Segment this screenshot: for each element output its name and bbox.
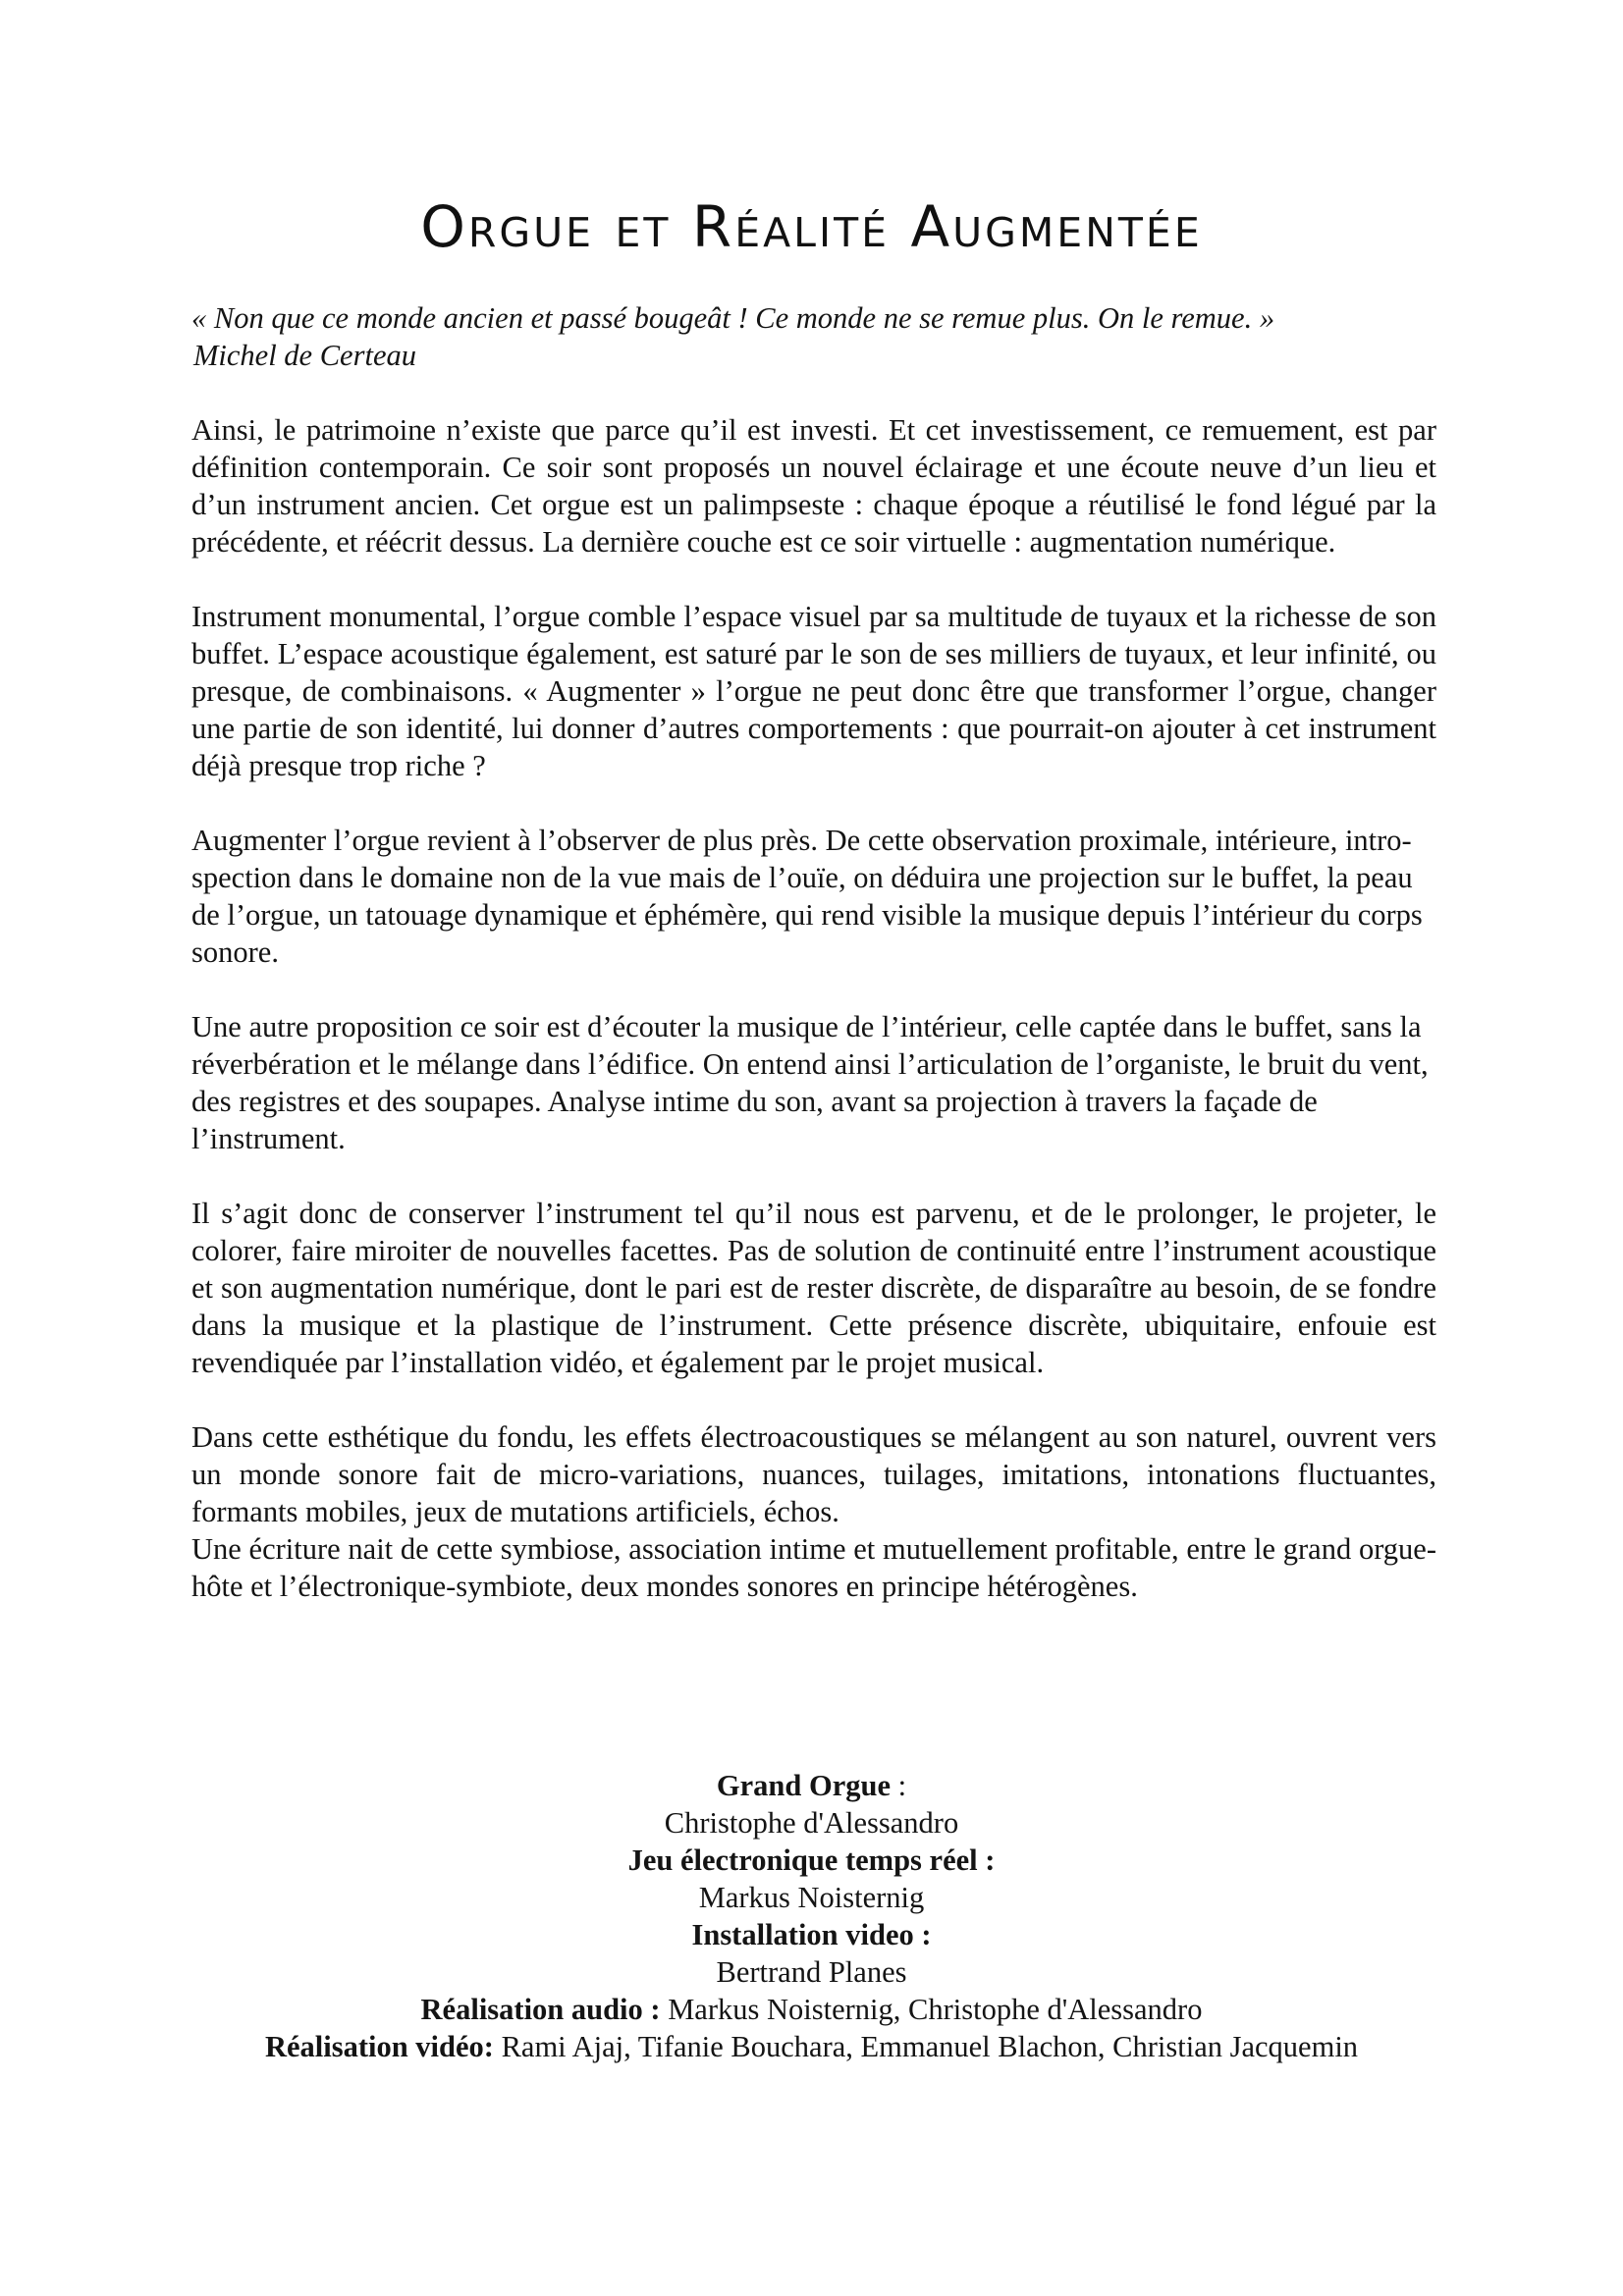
credit-label: Réalisation vidéo: — [264, 2030, 494, 2063]
credits-block — [98, 1767, 1525, 2065]
credit-electronics — [98, 1842, 1525, 1879]
credit-video-name: Bertrand Planes — [716, 1955, 907, 1989]
credit-label: Jeu électronique temps réel : — [627, 1843, 996, 1877]
credit-organ — [98, 1767, 1525, 1804]
spacer — [191, 561, 1436, 598]
credit-video — [98, 1916, 1525, 1953]
paragraph: Instrument monumental, l’orgue comble l’espace visuel par sa multitude de tuyaux et la richesse de son buffet. L’espace acoustique également, est saturé par le son de ses milliers de tuyaux, et leur infinité, ou presque, de combinaisons. « Augmenter » l’orgue ne peut donc être que transformer l’orgue, changer une partie de son identité, lui donner d’autres comportements : que pourrait-on ajouter à cet instrument déjà presque trop riche ? — [191, 600, 1436, 782]
credit-label: Grand Orgue — [716, 1769, 891, 1802]
credit-label: Réalisation audio : — [420, 1993, 661, 2026]
spacer — [191, 1157, 1436, 1195]
paragraph: Dans cette esthétique du fondu, les effets électroacoustiques se mélangent au son naturel, ouvrent vers un monde sonore fait de micro-variations, nuances, tuilages, imitations, intonations fluctuantes, formants mobiles, jeux de mutations artificiels, échos. — [191, 1420, 1436, 1528]
credit-names: Rami Ajaj, Tifanie Bouchara, Emmanuel Blachon, Christian Jacquemin — [493, 2030, 1359, 2063]
paragraph: Une écriture nait de cette symbiose, association intime et mutuellement profitable, entre le grand orgue-hôte et l’électronique-symbiote, deux mondes sonores en principe hétérogènes. — [191, 1532, 1436, 1603]
credit-audio-realisation — [98, 1991, 1525, 2028]
credit-label: Installation video : — [691, 1918, 932, 1951]
spacer — [191, 971, 1436, 1008]
paragraph: Une autre proposition ce soir est d’écouter la musique de l’intérieur, celle captée dans le buffet, sans la réverbération et le mélange dans l’édifice. On entend ainsi l’articulation de l’organiste, le bruit du vent, des registres et des soupapes. Analyse intime du son, avant sa projection à travers la façade de l’instrument. — [191, 1010, 1429, 1155]
epigraph-author: Michel de Certeau — [193, 339, 416, 372]
credit-separator: : — [890, 1769, 907, 1802]
spacer — [191, 374, 1436, 411]
paragraph: Augmenter l’orgue revient à l’observer de plus près. De cette observation proximale, intérieure, intro-spection dans le domaine non de la vue mais de l’ouïe, on déduira une projection sur le buffet, la peau de l’orgue, un tatouage dynamique et éphémère, qui rend visible la musique depuis l’intérieur du corps sonore. — [191, 824, 1423, 969]
spacer — [191, 1381, 1436, 1418]
paragraph: Il s’agit donc de conserver l’instrument tel qu’il nous est parvenu, et de le prolonger, le projeter, le colorer, faire miroiter de nouvelles facettes. Pas de solution de continuité entre l’instrument acoustique et son augmentation numérique, dont le pari est de rester discrète, de disparaître au besoin, de se fondre dans la musique et la plastique de l’instrument. Cette présence discrète, ubiquitaire, enfouie est revendiquée par l’installation vidéo, et également par le projet musical. — [191, 1197, 1436, 1379]
document-body — [191, 299, 1436, 1605]
spacer — [191, 784, 1436, 822]
paragraph: Ainsi, le patrimoine n’existe que parce qu’il est investi. Et cet investissement, ce remuement, est par définition contemporain. Ce soir sont proposés un nouvel éclairage et une écoute neuve d’un lieu et d’un instrument ancien. Cet orgue est un palimpseste : chaque époque a réutilisé le fond légué par la précédente, et réécrit dessus. La dernière couche est ce soir virtuelle : augmentation numérique. — [191, 413, 1436, 559]
credit-organ-name: Christophe d'Alessandro — [664, 1806, 959, 1840]
credit-electronics-name: Markus Noisternig — [698, 1881, 925, 1914]
credit-names: Markus Noisternig, Christophe d'Alessandro — [660, 1993, 1203, 2026]
epigraph-quote: « Non que ce monde ancien et passé bougeât ! Ce monde ne se remue plus. On le remue. » — [191, 301, 1275, 335]
page-title: Orgue et Réalité Augmentée — [420, 193, 1203, 260]
credit-video-realisation — [98, 2028, 1525, 2065]
